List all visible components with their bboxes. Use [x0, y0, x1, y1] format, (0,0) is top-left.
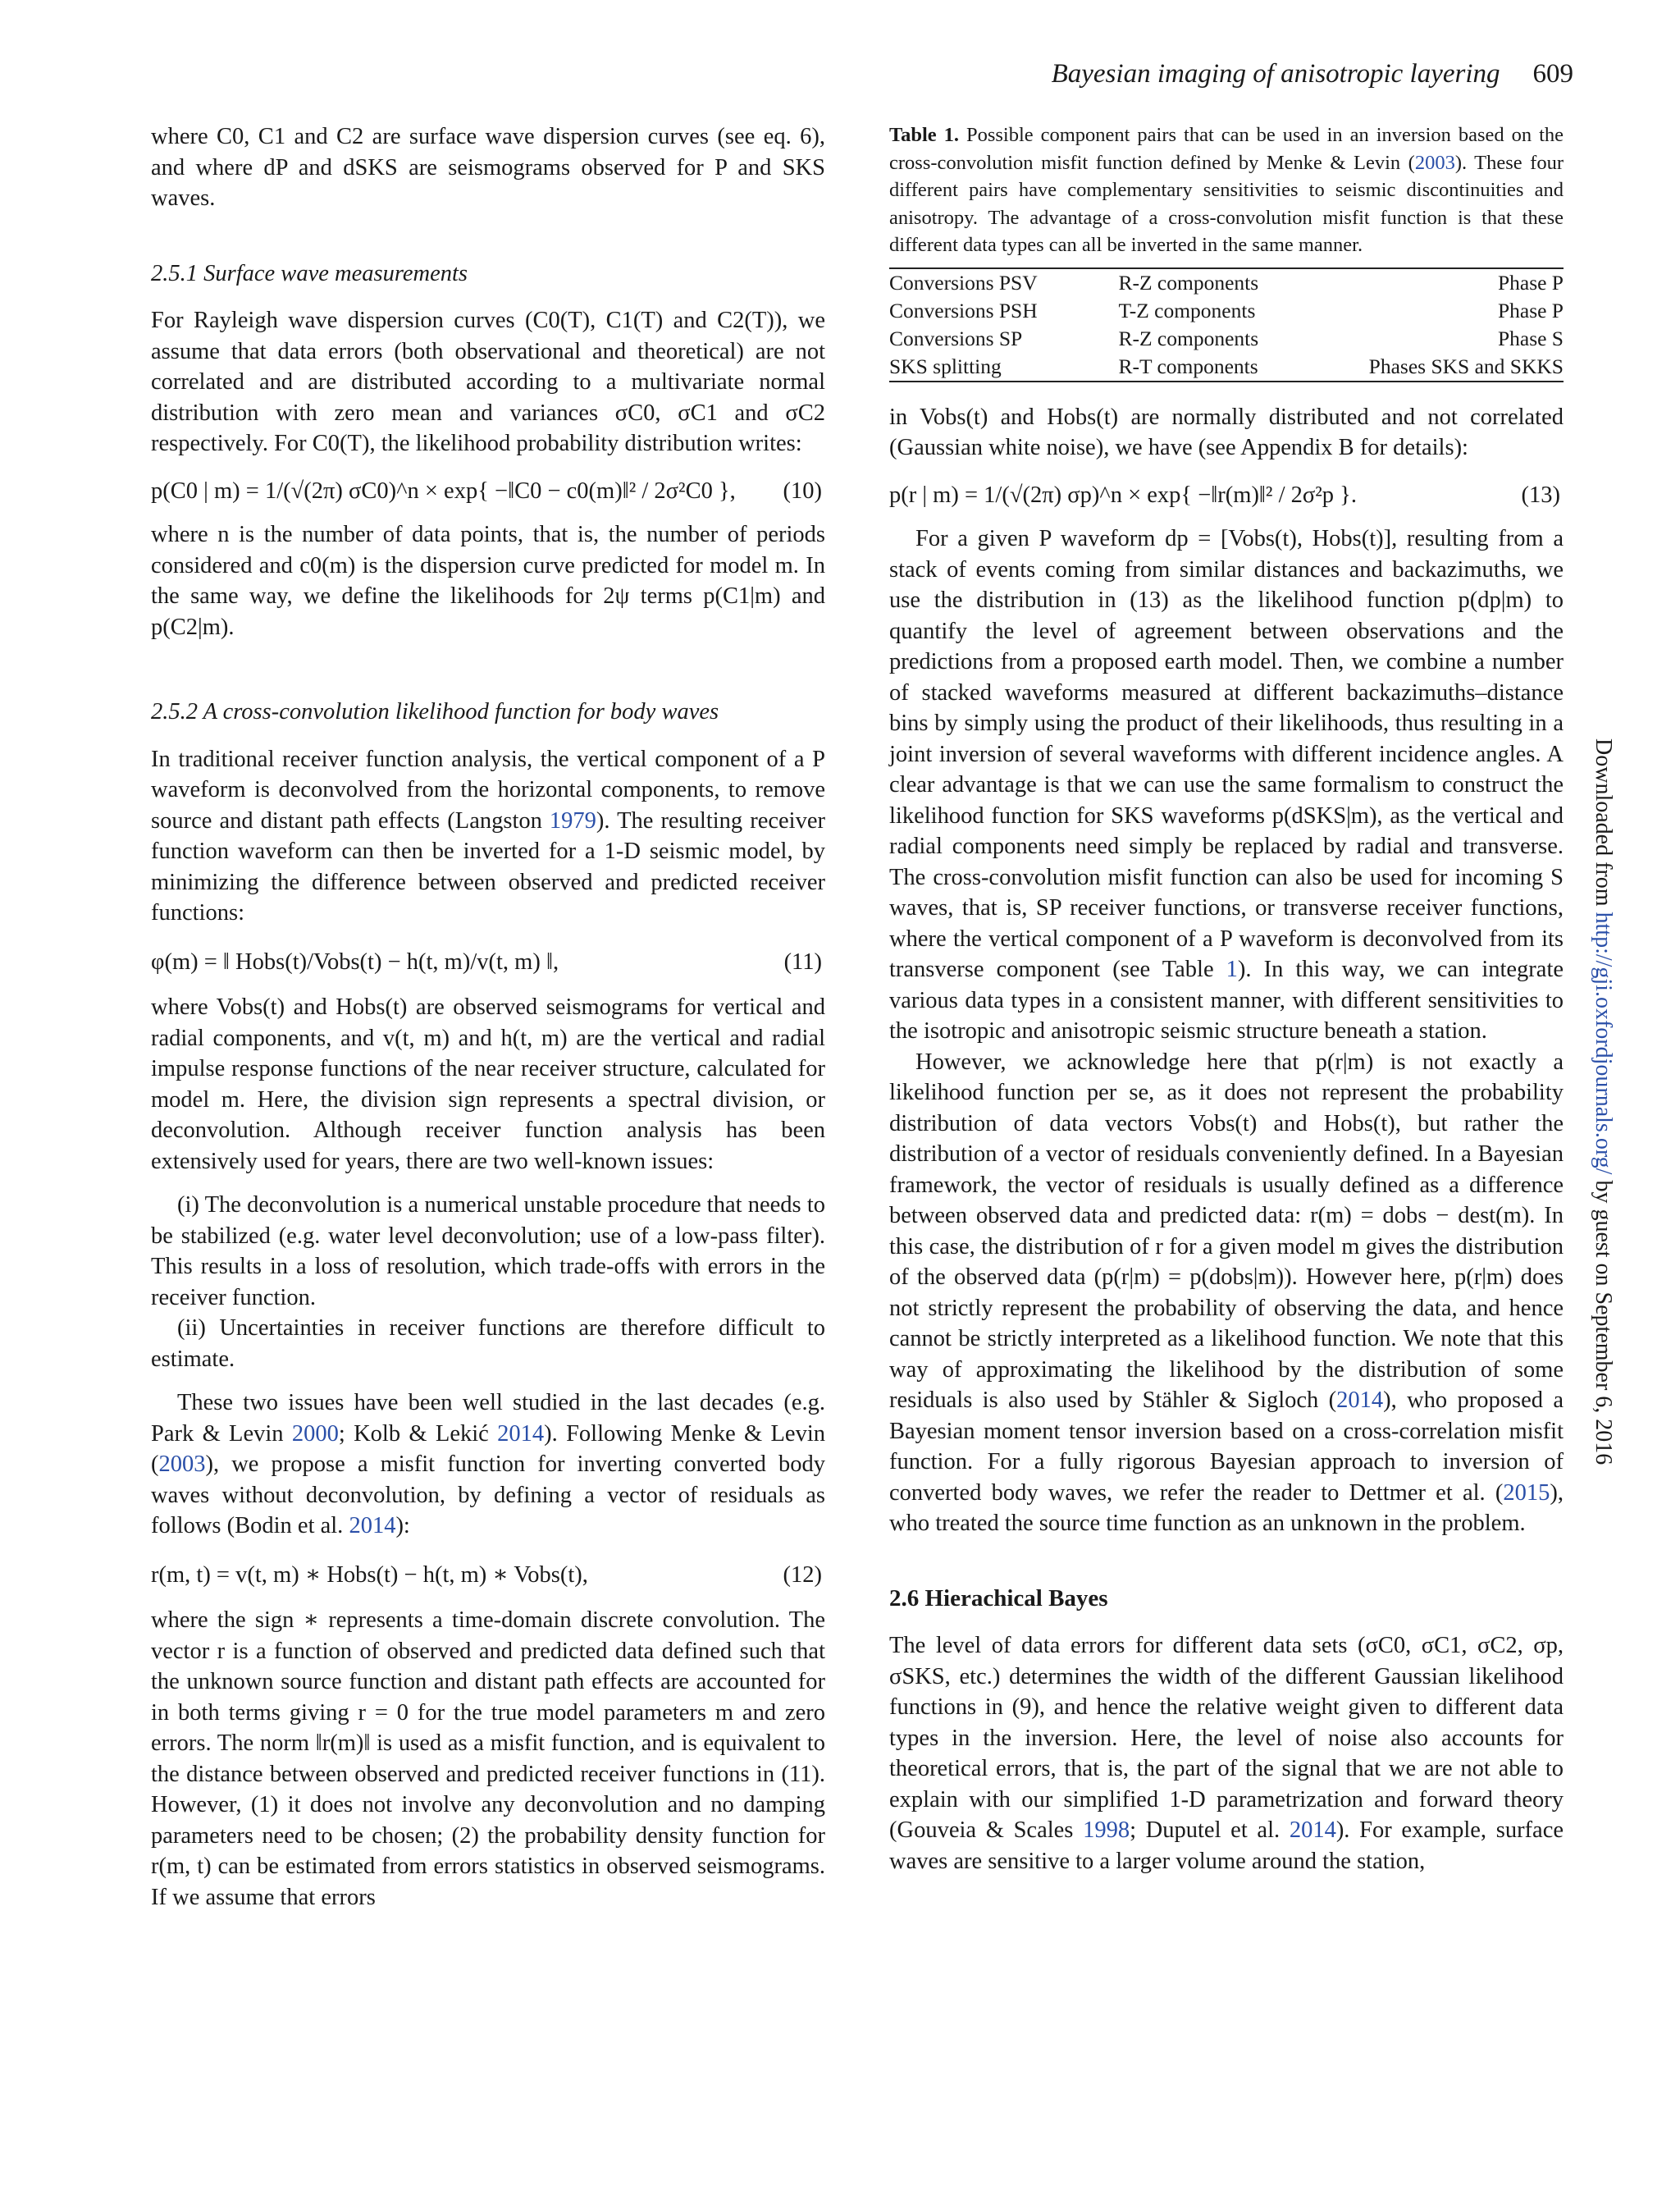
table-cell: R-Z components [1118, 326, 1259, 350]
gaussian-noise-paragraph: in Vobs(t) and Hobs(t) are normally distributed and not correlated (Gaussian white noise), we have (see Appendix B for details): [889, 404, 1564, 460]
equation-13-body: p(r | m) = 1/(√(2π) σp)^n × exp{ −‖r(m)‖² / 2σ²p }. [889, 482, 1357, 508]
table-row [889, 268, 1564, 297]
citation-langston[interactable]: 1979 [549, 807, 596, 834]
running-header [1052, 59, 1573, 89]
citation-gouveia[interactable]: 1998 [1083, 1817, 1130, 1843]
table-cell: Conversions SP [889, 326, 1023, 350]
issue-item-2: (ii) Uncertainties in receiver functions are therefore difficult to estimate. [151, 1315, 825, 1372]
table-row [889, 325, 1564, 353]
journal-link[interactable]: http://gji.oxfordjournals.org/ [1591, 912, 1616, 1175]
citation-duputel[interactable]: 2014 [1289, 1817, 1336, 1843]
intro-paragraph: where C0, C1 and C2 are surface wave dispersion curves (see eq. 6), and where dP and dSKS are seismograms observed for P and SKS waves. [151, 124, 825, 211]
receiver-function-paragraph: In traditional receiver function analysis, the vertical component of a P waveform is deconvolved from the horizontal components, to remove source and distant path effects (Langston 1979). The resulting receiver function waveform can then be inverted for a 1-D seismic model, by minimizing the difference between observed and predicted receiver functions: [151, 746, 825, 926]
download-suffix: by guest on September 6, 2016 [1591, 1174, 1616, 1465]
table-1-caption: Table 1. Possible component pairs that can be used in an inversion based on the cross-convolution misfit function defined by Menke & Levin (2003). These four different pairs have complementary sensitivities to seismic discontinuities and anisotropy. The advantage of a cross-convolution misfit function is that these different data types can all be inverted in the same manner. [889, 124, 1564, 256]
table-cell: R-T components [1118, 354, 1258, 378]
table-cell: Phases SKS and SKKS [1368, 354, 1564, 378]
table-cell: SKS splitting [889, 354, 1002, 378]
right-column [889, 121, 1564, 1877]
table-cell: T-Z components [1118, 298, 1256, 322]
citation-stahler[interactable]: 2014 [1336, 1387, 1384, 1413]
download-note [1590, 738, 1616, 1465]
equation-11-body: φ(m) = ‖ Hobs(t)/Vobs(t) − h(t, m)/v(t, m) ‖, [151, 949, 559, 975]
misfit-paragraph: These two issues have been well studied in the last decades (e.g. Park & Levin 2000; Kolb & Lekić 2014). Following Menke & Levin (2003), we propose a misfit function for inverting converted body waves without deconvolution, by defining a vector of residuals as follows (Bodin et al. 2014): [151, 1390, 826, 1538]
citation-kolb-lekic[interactable]: 2014 [497, 1420, 545, 1447]
citation-dettmer[interactable]: 2015 [1503, 1479, 1550, 1506]
table-cell: Phase P [1497, 270, 1564, 295]
left-column [151, 121, 825, 1913]
issue-item-1: (i) The deconvolution is a numerical unstable procedure that needs to be stabilized (e.g. water level deconvolution; use of a low-pass filter). This results in a loss of resolution, which trade-offs with errors in the receiver function. [151, 1192, 825, 1310]
subsection-2-5-1-title: 2.5.1 Surface wave measurements [151, 260, 468, 286]
equation-12-body: r(m, t) = v(t, m) ∗ Hobs(t) − h(t, m) ∗ Vobs(t), [151, 1561, 588, 1588]
section-2-6-title: 2.6 Hierachical Bayes [889, 1584, 1108, 1611]
download-prefix: Downloaded from [1591, 738, 1616, 912]
p-waveform-paragraph: For a given P waveform dp = [Vobs(t), Hobs(t)], resulting from a stack of events coming from similar distances and backazimuths, we use the distribution in (13) as the likelihood function p(dp|m) to quantify the level of agreement between observations and the predictions from a proposed earth model. Then, we combine a number of stacked waveforms measured at different backazimuths–distance bins by simply using the product of their likelihoods, thus resulting in a joint inversion of several waveforms with different incidence angles. A clear advantage is that we can use the same formalism to construct the likelihood function for SKS waveforms p(dSKS|m), as the vertical and radial components need simply be replaced by radial and transverse. The cross-convolution misfit function can also be used for incoming S waves, that is, SP receiver functions, or transverse receiver functions, where the vertical component of a P waveform is deconvolved from its transverse component (see Table 1). In this way, we can integrate various data types in a consistent manner, with different sensitivities to the isotropic and anisotropic seismic structure beneath a station. [889, 526, 1564, 1044]
table-row [889, 353, 1564, 382]
table-cell: R-Z components [1118, 270, 1259, 295]
equation-13 [889, 480, 1564, 511]
surface-wave-followup: where n is the number of data points, that is, the number of periods considered and c0(m) is the dispersion curve predicted for model m. In the same way, we define the likelihoods for 2ψ terms p(C1|m) and p(C2|m). [151, 522, 825, 640]
equation-11-number: (11) [783, 949, 822, 975]
citation-menke-levin-table[interactable]: 2003 [1414, 151, 1455, 174]
subsection-2-5-2-title: 2.5.2 A cross-convolution likelihood function for body waves [151, 699, 719, 725]
running-title: Bayesian imaging of anisotropic layering [1051, 59, 1500, 89]
table-cell: Phase S [1497, 326, 1564, 350]
table-1 [889, 267, 1564, 382]
citation-menke-levin[interactable]: 2003 [158, 1451, 206, 1477]
impulse-response-paragraph: where Vobs(t) and Hobs(t) are observed seismograms for vertical and radial components, and v(t, m) and h(t, m) are the vertical and radial impulse response functions of the near receiver structure, calculated for model m. Here, the division sign represents a spectral division, or deconvolution. Although receiver function analysis has been extensively used for years, there are two well-known issues: [151, 994, 825, 1174]
surface-wave-paragraph: For Rayleigh wave dispersion curves (C0(T), C1(T) and C2(T)), we assume that data errors (both observational and theoretical) are not correlated and are distributed according to a multivariate normal distribution with zero mean and variances σC0, σC1 and σC2 respectively. For C0(T), the likelihood probability distribution writes: [151, 308, 825, 456]
table-cell: Conversions PSH [889, 298, 1038, 322]
equation-13-number: (13) [1521, 482, 1560, 508]
table-row [889, 297, 1564, 325]
equation-10 [151, 476, 825, 507]
equation-12-number: (12) [783, 1561, 822, 1588]
page-number: 609 [1532, 59, 1573, 89]
equation-12 [151, 1560, 825, 1591]
citation-park-levin[interactable]: 2000 [291, 1420, 339, 1447]
convolution-paragraph: where the sign ∗ represents a time-domain discrete convolution. The vector r is a function of observed and predicted data defined such that the unknown source function and distant path effects are accounted for in both terms giving r = 0 for the true model parameters m and zero errors. The norm ‖r(m)‖ is used as a misfit function, and is equivalent to the distance between observed and predicted receiver functions in (11). However, (1) it does not involve any deconvolution and no damping parameters need to be chosen; (2) the probability density function for r(m, t) can be estimated from errors statistics in observed seismograms. If we assume that errors [151, 1607, 825, 1910]
equation-10-body: p(C0 | m) = 1/(√(2π) σC0)^n × exp{ −‖C0 − c0(m)‖² / 2σ²C0 }, [151, 478, 736, 504]
equation-10-number: (10) [783, 478, 822, 504]
table-cell: Conversions PSV [889, 270, 1038, 295]
table-1-reference[interactable]: 1 [1226, 957, 1238, 982]
issues-list [151, 1190, 825, 1374]
table-1-label: Table 1. [889, 124, 959, 146]
hierarchical-bayes-paragraph: The level of data errors for different data sets (σC0, σC1, σC2, σp, σSKS, etc.) determines the width of the different Gaussian likelihood functions in (9), and hence the relative weight given to different data types in the inversion. Here, the level of noise also accounts for theoretical errors, that is, the part of the signal that we are not able to explain with our simplified 1-D parametrization and forward theory (Gouveia & Scales 1998; Duputel et al. 2014). For example, surface waves are sensitive to a larger volume around the station, [889, 1633, 1564, 1874]
table-cell: Phase P [1497, 298, 1564, 322]
citation-bodin[interactable]: 2014 [349, 1513, 396, 1538]
equation-11 [151, 947, 825, 978]
likelihood-caveat-paragraph: However, we acknowledge here that p(r|m) is not exactly a likelihood function per se, as it does not represent the probability distribution of data vectors Vobs(t) and Hobs(t), but rather the distribution of a vector of residuals conveniently defined. In a Bayesian framework, the vector of residuals is usually defined as a difference between observed data and predicted data: r(m) = dobs − dest(m). In this case, the distribution of r for a given model m gives the distribution of the observed data (p(r|m) = p(dobs|m)). However here, p(r|m) does not strictly represent the probability of observing the data, and hence cannot be strictly interpreted as a likelihood function. We note that this way of approximating the likelihood by the distribution of some residuals is also used by Stähler & Sigloch (2014), who proposed a Bayesian moment tensor inversion based on a cross-correlation misfit function. For a fully rigorous Bayesian approach to inversion of converted body waves, we refer the reader to Dettmer et al. (2015), who treated the source time function as an unknown in the problem. [889, 1049, 1564, 1536]
